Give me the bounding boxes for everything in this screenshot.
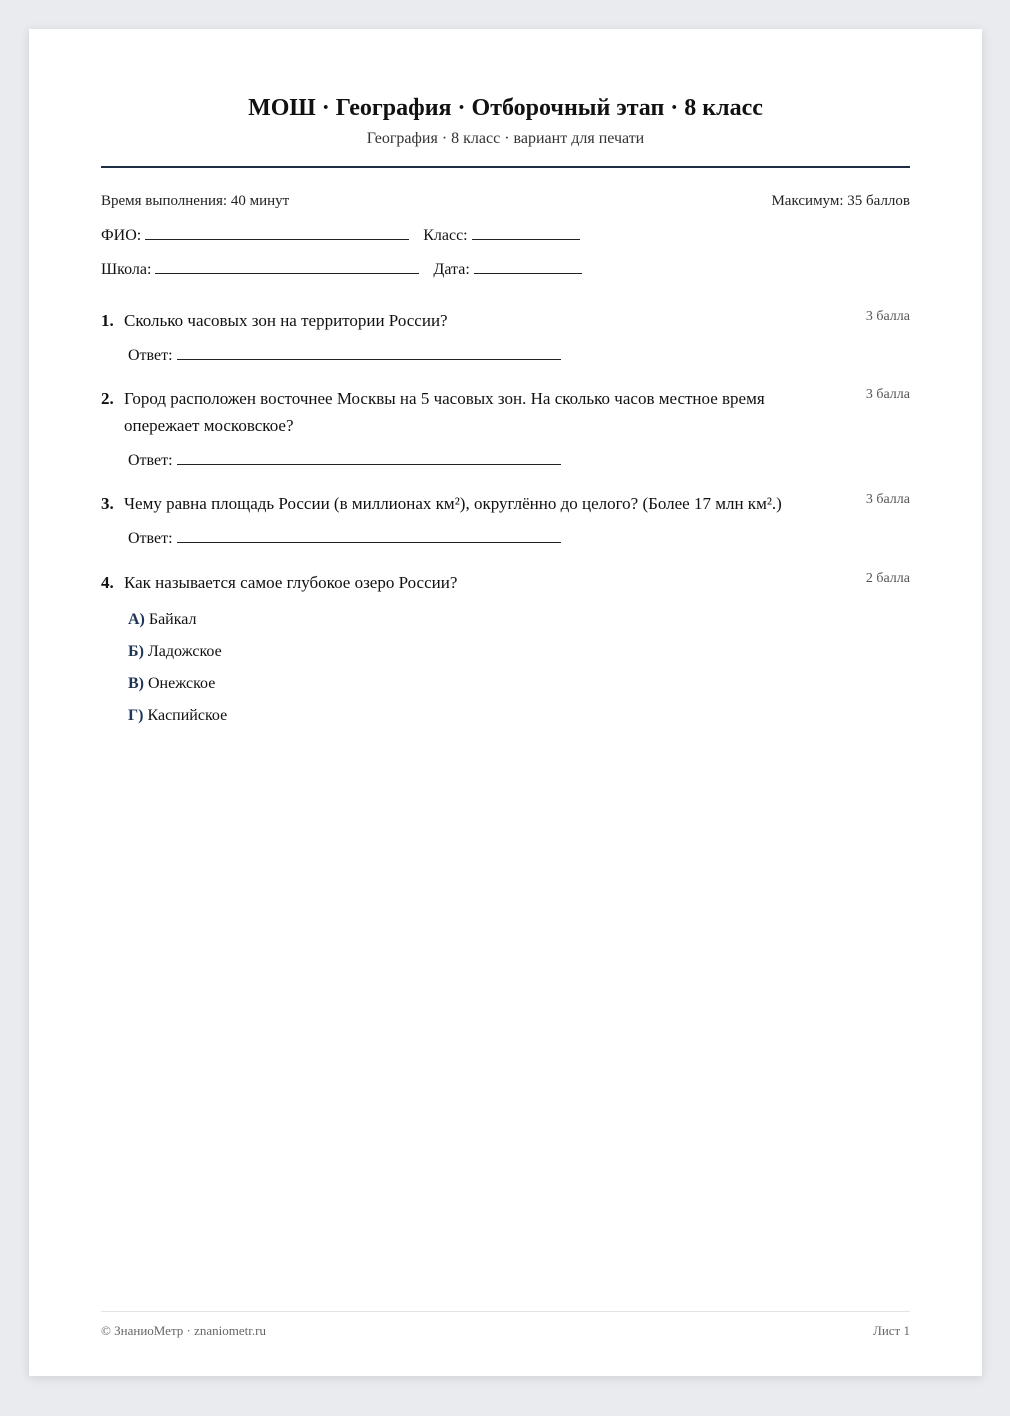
school-line[interactable] xyxy=(155,259,419,274)
question-number: 4. xyxy=(101,573,114,592)
date-label: Дата: xyxy=(433,261,470,278)
option-d[interactable] xyxy=(128,707,227,725)
option-text: Онежское xyxy=(148,675,216,692)
question-number: 3. xyxy=(101,494,114,513)
question-text: Город расположен восточнее Москвы на 5 часовых зон. На сколько часов местное время опережает московское? xyxy=(124,389,765,435)
question-number: 1. xyxy=(101,311,114,330)
page-title: МОШ · География · Отборочный этап · 8 класс xyxy=(248,95,763,121)
question-points: 3 балла xyxy=(865,492,910,507)
school-label: Школа: xyxy=(101,261,152,278)
question-text: Сколько часовых зон на территории России? xyxy=(124,311,448,330)
answer-1 xyxy=(128,345,561,365)
page-subtitle: География · 8 класс · вариант для печати xyxy=(366,130,645,147)
fio-line[interactable] xyxy=(145,225,409,240)
option-letter: Г) xyxy=(128,707,144,724)
option-b[interactable] xyxy=(128,643,222,661)
question-text: Как называется самое глубокое озеро России? xyxy=(124,573,458,592)
question-text: Чему равна площадь России (в миллионах км²), округлённо до целого? (Более 17 млн км².) xyxy=(124,494,782,513)
fio-label: ФИО: xyxy=(101,227,142,244)
time-limit: Время выполнения: 40 минут xyxy=(101,193,290,209)
meta-row xyxy=(101,193,910,210)
option-text: Каспийское xyxy=(147,707,228,724)
date-line[interactable] xyxy=(474,259,582,274)
option-a[interactable] xyxy=(128,611,197,629)
answer-2 xyxy=(128,450,561,470)
option-text: Байкал xyxy=(148,611,197,628)
exam-sheet xyxy=(29,29,982,1376)
answer-3 xyxy=(128,528,561,548)
sheet-content xyxy=(101,29,910,1376)
question-points: 3 балла xyxy=(865,309,910,324)
footer-copyright: © ЗнаниоМетр · znaniometr.ru xyxy=(101,1323,266,1338)
footer-divider xyxy=(101,1311,910,1312)
option-letter: А) xyxy=(128,611,145,628)
answer-label: Ответ: xyxy=(128,452,173,469)
option-c[interactable] xyxy=(128,675,215,693)
option-letter: В) xyxy=(128,675,144,692)
answer-line[interactable] xyxy=(177,450,561,465)
class-line[interactable] xyxy=(472,225,580,240)
option-letter: Б) xyxy=(128,643,144,660)
question-number: 2. xyxy=(101,389,114,408)
max-score: Максимум: 35 баллов xyxy=(771,193,910,209)
answer-label: Ответ: xyxy=(128,530,173,547)
answer-line[interactable] xyxy=(177,528,561,543)
answer-label: Ответ: xyxy=(128,347,173,364)
class-label: Класс: xyxy=(423,227,468,244)
header-divider xyxy=(101,166,910,168)
question-points: 3 балла xyxy=(865,387,910,402)
fio-class-row xyxy=(101,225,910,245)
answer-line[interactable] xyxy=(177,345,561,360)
school-date-row xyxy=(101,259,910,279)
option-text: Ладожское xyxy=(147,643,222,660)
question-points: 2 балла xyxy=(865,571,910,586)
page-number: Лист 1 xyxy=(873,1323,910,1338)
